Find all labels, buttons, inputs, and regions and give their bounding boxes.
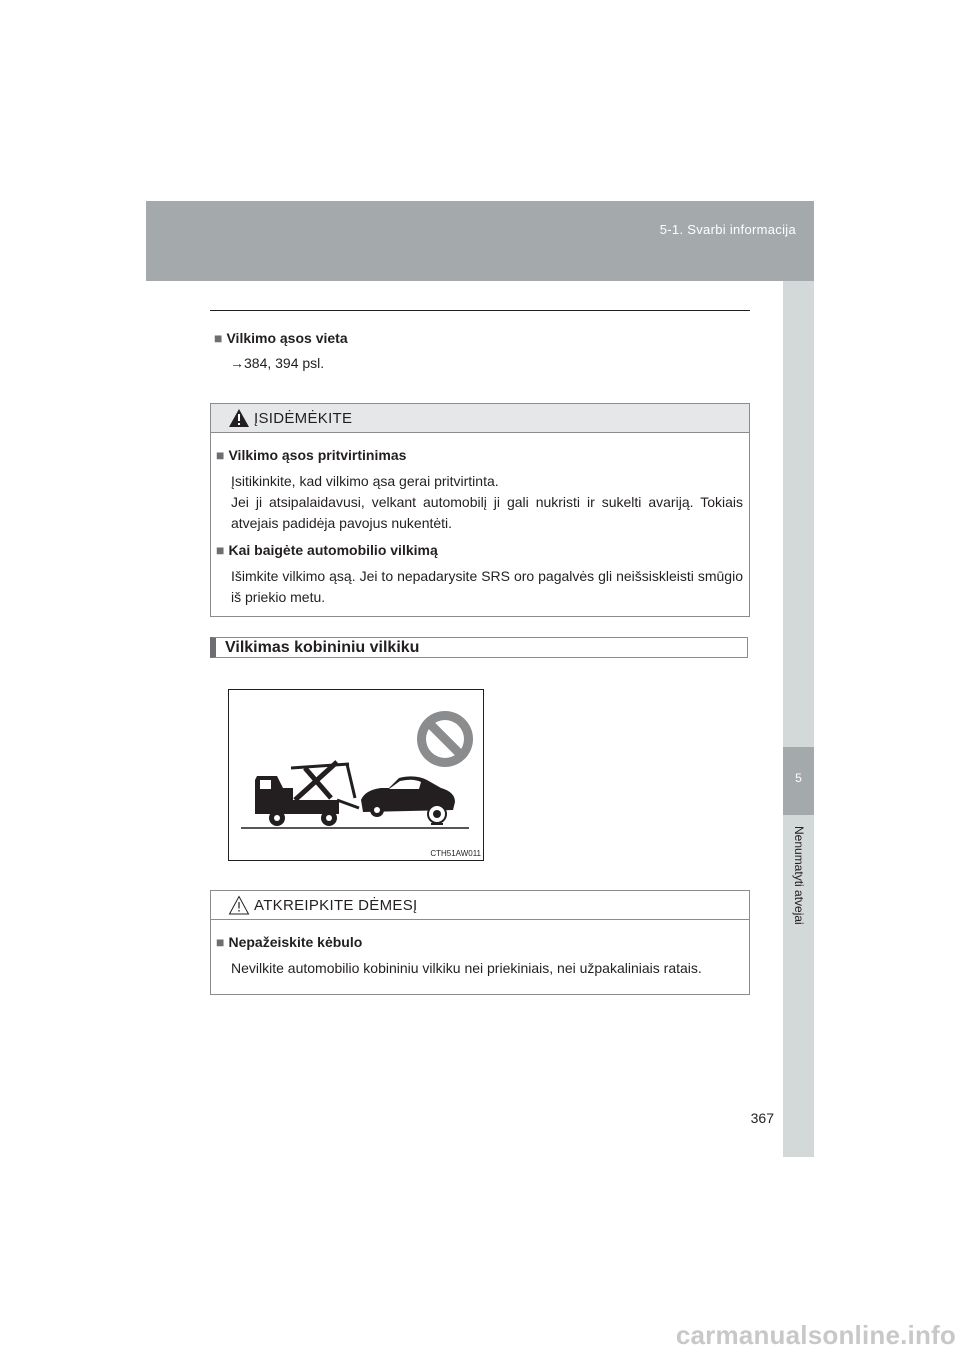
figure-code: CTH51AW011 (430, 849, 481, 858)
watermark (0, 1320, 960, 1351)
notice-subheading (216, 934, 743, 950)
header-band (146, 201, 814, 281)
prohibition-icon (417, 711, 473, 767)
towing-eyelet-heading (214, 330, 348, 346)
section-title-bar (210, 637, 748, 658)
square-bullet: ■ (214, 330, 223, 346)
square-bullet: ■ (216, 447, 225, 463)
section-title: Vilkimas kobininiu vilkiku (225, 639, 420, 656)
page-reference: →384, 394 psl. (230, 355, 325, 371)
tow-truck-icon (255, 762, 359, 826)
warning-paragraph: Įsitikinkite, kad vilkimo ąsa gerai pritvirtinta. Jei ji atsipalaidavusi, velkant automobilį ji gali nukristi ir sukelti avariją. Tokiais atvejais padidėja pavojus nukentėti. (231, 473, 743, 531)
page-number: 367 (750, 1110, 774, 1126)
square-bullet: ■ (216, 542, 225, 558)
warning-box (210, 403, 750, 617)
car-icon (361, 776, 455, 824)
warning-box-header (211, 404, 749, 433)
warning-title: ĮSIDĖMĖKITE (254, 410, 353, 427)
notice-body (211, 934, 749, 979)
notice-box-header (211, 891, 749, 920)
chapter-number: 5 (795, 771, 802, 785)
warning-subheading (216, 542, 743, 558)
chapter-label: Nenumatyti atvejai (792, 826, 806, 925)
square-bullet: ■ (216, 934, 225, 950)
notice-subheading-text: Nepažeiskite kėbulo (228, 934, 363, 950)
warning-subheading-text: Kai baigėte automobilio vilkimą (228, 542, 438, 558)
warning-paragraph: Išimkite vilkimo ąsą. Jei to nepadarysite SRS oro pagalvės gli neišsiskleisti smūgio iš priekio metu. (231, 568, 743, 605)
warning-triangle-icon (228, 408, 250, 428)
notice-title: ATKREIPKITE DĖMESĮ (254, 897, 418, 914)
warning-subheading-text: Vilkimo ąsos pritvirtinimas (228, 447, 407, 463)
notice-box (210, 890, 750, 995)
top-rule (210, 310, 750, 311)
watermark-text: carmanualsonline.info (675, 1320, 956, 1350)
tow-truck-illustration (229, 690, 483, 860)
towing-eyelet-heading-text: Vilkimo ąsos vieta (226, 330, 348, 346)
tow-truck-figure (228, 689, 484, 861)
section-header-title: 5-1. Svarbi informacija (659, 222, 796, 237)
caution-triangle-outline-icon (228, 895, 250, 915)
warning-subheading (216, 447, 743, 463)
side-strip (783, 281, 814, 1157)
chapter-tab[interactable] (783, 747, 814, 815)
notice-paragraph: Nevilkite automobilio kobininiu vilkiku nei priekiniais, nei užpakaliniais ratais. (231, 960, 702, 976)
warning-body (211, 447, 749, 608)
